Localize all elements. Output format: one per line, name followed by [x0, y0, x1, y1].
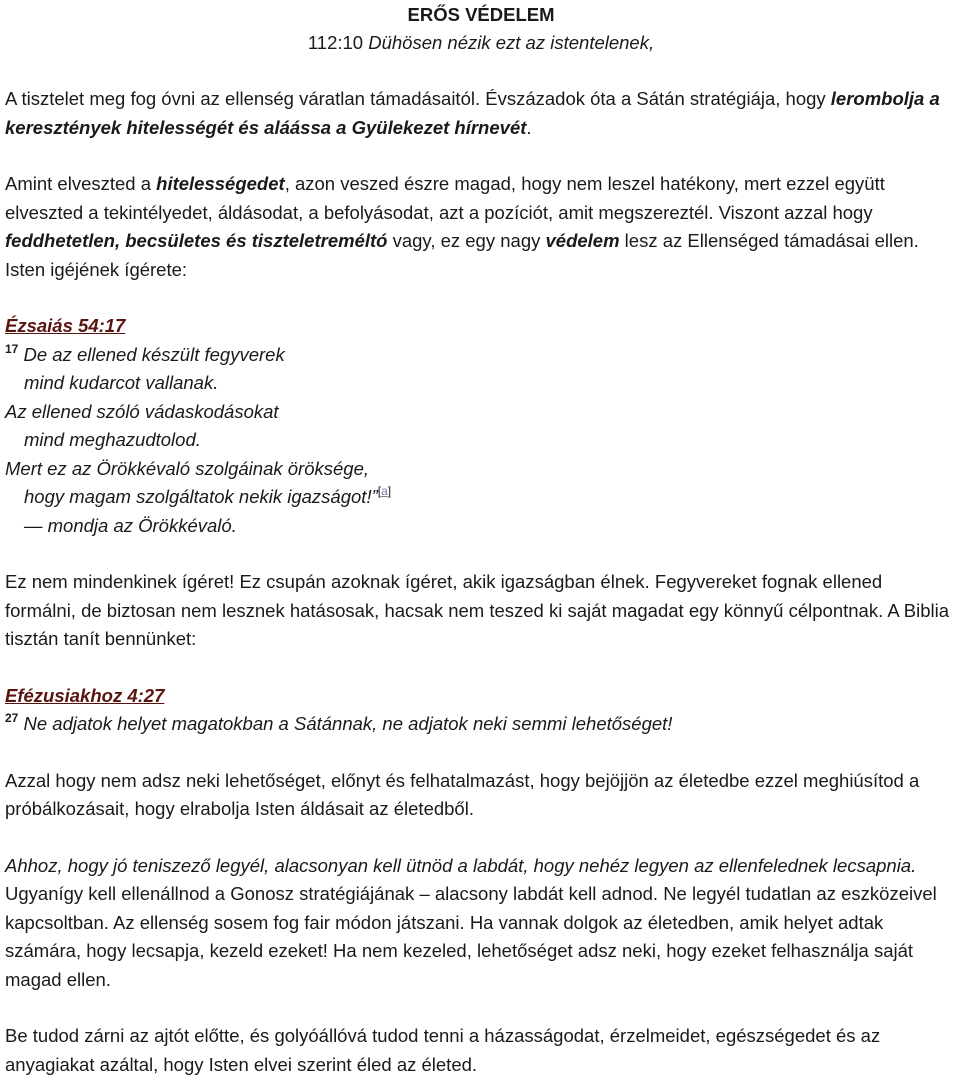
verse-line: Mert ez az Örökkévaló szolgáinak öröksége, — [5, 457, 370, 479]
subtitle-ref: 112:10 — [307, 32, 364, 53]
spacer — [5, 284, 957, 312]
tennis-italic: Ahhoz, hogy jó teniszező legyél, alacsonyan kell ütnöd a labdát, hogy nehéz legyen az ellenfelednek lecsapnia. — [5, 854, 917, 876]
spacer — [5, 824, 957, 852]
credibility-emphasis-3: védelem — [545, 230, 620, 251]
paragraph-closing: Be tudod zárni az ajtót előtte, és golyóállóvá tudod tenni a házasságodat, érzelmeidet, egészségedet és az anyagiakat azáltal, hogy Isten elvei szerint éled az életed. — [5, 1025, 881, 1075]
paragraph-credibility — [5, 170, 957, 284]
paragraph-opportunity: Azzal hogy nem adsz neki lehetőséget, előnyt és felhatalmazást, hogy bejöjjön az életedbe ezzel meghiúsítod a próbálkozásait, hogy elrabolja Isten áldásait az életedből. — [5, 769, 920, 819]
credibility-text-4: lesz az Ellenséged támadásai ellen. Isten igéjének ígérete: — [5, 230, 919, 280]
tennis-text: Ugyanígy kell ellenállnod a Gonosz stratégiájának – alacsony labdát kell adnod. Ne legyél tudatlan az eszközeivel kapcsoltban. Az ellenség sosem fog fair módon játszani. Ha vannak dolgok az életedben, amik helyet adtak számára, hogy lecsapja, kezeld ezeket! Ha nem kezeled, lehetőséget adsz neki, hogy ezeket felhasználja saját magad ellen. — [5, 883, 937, 990]
verse-line: mind meghazudtolod. — [24, 429, 201, 450]
verse-line — [5, 483, 957, 512]
paragraph-promise: Ez nem mindenkinek ígéret! Ez csupán azoknak ígéret, akik igazságban élnek. Fegyvereket fognak ellened formálni, de biztosan nem lesznek hatásosak, hacsak nem teszed ki saját magadat egy könnyű célpontnak. A Biblia tisztán tanít bennünket: — [5, 571, 950, 649]
credibility-text-1: Amint elveszted a — [5, 173, 157, 194]
footnote-link[interactable]: a — [381, 484, 388, 498]
spacer — [5, 654, 957, 682]
verse-line — [5, 710, 957, 739]
credibility-emphasis-1: hitelességedet — [156, 173, 285, 194]
credibility-text-2: , azon veszed észre magad, hogy nem leszel hatékony, mert ezzel együtt elveszted a tekintélyedet, áldásodat, a befolyásodat, azt a pozíciót, amit megszereztél. Viszont azzal hogy — [5, 173, 885, 223]
spacer — [5, 994, 957, 1022]
document — [5, 0, 957, 1079]
subtitle-text: Dühösen nézik ezt az istentelenek, — [363, 32, 655, 53]
verse-line — [5, 341, 957, 370]
verse-line-text: hogy magam szolgáltatok nekik igazságot!” — [24, 486, 378, 507]
intro-emphasis: lerombolja a keresztények hitelességét és aláássa a Gyülekezet hírnevét — [5, 88, 940, 138]
verse-reference-isaiah: Ézsaiás 54:17 — [5, 315, 126, 336]
footnote — [378, 484, 391, 498]
page-title: ERŐS VÉDELEM — [407, 4, 555, 25]
spacer — [5, 142, 957, 170]
credibility-text-3: vagy, ez egy nagy — [387, 230, 546, 251]
verse-number: 27 — [5, 711, 19, 725]
verse-line: Az ellened szóló vádaskodásokat — [5, 400, 279, 422]
paragraph-intro — [5, 85, 957, 142]
verse-number: 17 — [5, 341, 19, 356]
spacer — [5, 57, 957, 85]
footnote-bracket: [ — [377, 484, 382, 498]
intro-text: A tisztelet meg fog óvni az ellenség váratlan támadásaitól. Évszázadok óta a Sátán stratégiája, hogy — [5, 88, 831, 109]
verse-line-text: Ne adjatok helyet magatokban a Sátánnak, ne adjatok neki semmi lehetőséget! — [23, 713, 673, 734]
footnote-bracket: ] — [387, 484, 392, 498]
subtitle — [5, 29, 957, 57]
verse-line: mind kudarcot vallanak. — [24, 372, 219, 393]
verse-line-text: De az ellened készült fegyverek — [23, 343, 285, 365]
verse-line: — mondja az Örökkévaló. — [24, 514, 237, 536]
spacer — [5, 540, 957, 568]
verse-reference-ephesians: Efézusiakhoz 4:27 — [5, 684, 165, 706]
paragraph-tennis — [5, 852, 957, 995]
spacer — [5, 739, 957, 767]
credibility-emphasis-2: feddhetetlen, becsületes és tiszteletreméltó — [5, 230, 388, 251]
intro-period: . — [526, 116, 532, 138]
